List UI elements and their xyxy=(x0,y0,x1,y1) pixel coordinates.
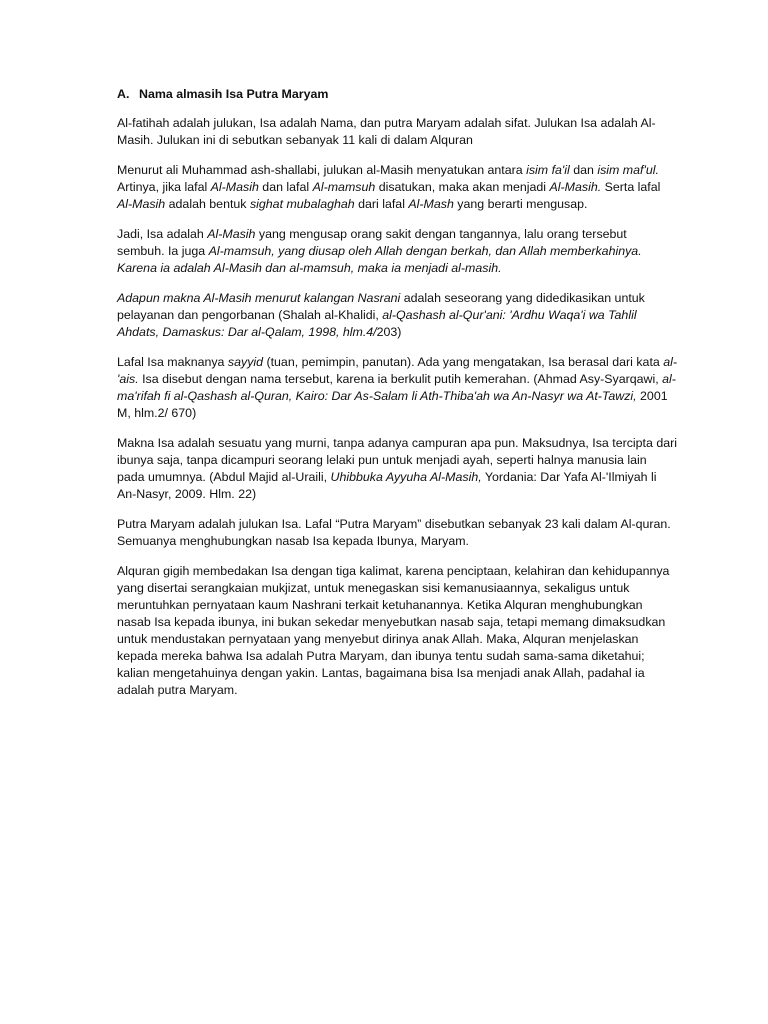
italic-term: Al-mamsuh, yang diusap oleh Allah dengan berkah, dan Allah memberkahinya. Karena ia adalah Al-Masih dan al-mamsuh, xyxy=(117,244,642,275)
text-run: disatukan, maka akan menjadi xyxy=(375,180,550,194)
italic-term: Al-Masih xyxy=(117,197,166,211)
text-run: yang mengusap orang sakit dengan tangannya, lalu orang tersebut sembuh. Ia juga xyxy=(117,227,627,258)
paragraph-3 xyxy=(117,226,677,277)
text-run: Jadi, Isa adalah xyxy=(117,227,208,241)
section-heading xyxy=(117,86,677,103)
paragraph-4 xyxy=(117,290,677,341)
italic-term: Adapun makna Al-Masih menurut kalangan Nasrani xyxy=(117,291,401,305)
text-run: dan lafal xyxy=(258,180,313,194)
text-run: Serta lafal xyxy=(601,180,661,194)
text-run: 203) xyxy=(376,325,402,339)
italic-term: Al-Mash xyxy=(408,197,454,211)
text-run: Menurut ali Muhammad ash-shallabi, julukan al-Masih menyatukan antara xyxy=(117,163,527,177)
italic-term: al-'ais. xyxy=(117,355,677,386)
paragraph-1: Al-fatihah adalah julukan, Isa adalah Nama, dan putra Maryam adalah sifat. Julukan Isa adalah Al-Masih. Julukan ini di sebutkan sebanyak 11 kali di dalam Alquran xyxy=(117,116,656,147)
italic-term: Al-mamsuh xyxy=(312,180,376,194)
text-run: 2001 M, hlm.2/ 670) xyxy=(117,389,668,420)
paragraph-6 xyxy=(117,435,677,503)
document-body xyxy=(117,86,677,712)
italic-term: isim maf'ul. xyxy=(597,163,659,177)
paragraph-7: Putra Maryam adalah julukan Isa. Lafal “Putra Maryam” disebutkan sebanyak 23 kali dalam Al-quran. Semuanya menghubungkan nasab Isa kepada Ibunya, Maryam. xyxy=(117,517,671,548)
italic-term: Al-Masih xyxy=(207,227,256,241)
paragraph-5 xyxy=(117,354,677,422)
italic-term: Al-Masih. xyxy=(549,180,602,194)
italic-citation: al-ma'rifah fi al-Qashash al-Quran, Kairo: Dar As-Salam li Ath-Thiba'ah wa An-Nasyr wa At-Tawzi, xyxy=(117,372,676,403)
italic-term: maka ia menjadi al-masih. xyxy=(357,261,502,275)
italic-term: isim fa'il xyxy=(526,163,570,177)
text-run: dan xyxy=(569,163,598,177)
italic-citation: al-Qashash al-Qur'ani: 'Ardhu Waqa'i wa Tahlil Ahdats, Damaskus: Dar al-Qalam, 1998, hlm.4/ xyxy=(117,308,637,339)
italic-term: Al-Masih xyxy=(210,180,259,194)
text-run: yang berarti mengusap. xyxy=(453,197,588,211)
italic-term: sayyid xyxy=(227,355,264,369)
italic-citation: Uhibbuka Ayyuha Al-Masih, xyxy=(330,470,482,484)
text-run: adalah seseorang yang didedikasikan untuk pelayanan dan pengorbanan (Shalah al-Khalidi, xyxy=(117,291,645,322)
section-title: Nama almasih Isa Putra Maryam xyxy=(139,87,329,101)
text-run: Yordania: Dar Yafa Al-'Ilmiyah li An-Nasyr, 2009. Hlm. 22) xyxy=(117,470,657,501)
text-run: Lafal Isa maknanya xyxy=(117,355,228,369)
text-run: Isa disebut dengan nama tersebut, karena ia berkulit putih kemerahan. (Ahmad Asy-Syarqawi, xyxy=(138,372,663,386)
section-number: A. xyxy=(117,87,130,101)
text-run: adalah bentuk xyxy=(165,197,250,211)
text-run: (tuan, pemimpin, panutan). Ada yang mengatakan, Isa berasal dari kata xyxy=(263,355,664,369)
text-run: Artinya, jika lafal xyxy=(117,180,211,194)
text-run: dari lafal xyxy=(354,197,409,211)
paragraph-2 xyxy=(117,162,677,213)
paragraph-8: Alquran gigih membedakan Isa dengan tiga kalimat, karena penciptaan, kelahiran dan kehidupannya yang disertai serangkaian mukjizat, untuk menegaskan sisi kemanusiaannya, sekaligus untuk meruntuhkan pernyataan kaum Nashrani terkait ketuhanannya. Ketika Alquran menghubungkan nasab Isa kepada ibunya, ini bukan sekedar menyebutkan nasab saja, tetapi memang dimaksudkan untuk mendustakan pernyataan yang menyebut dirinya anak Allah. Maka, Alquran menjelaskan kepada mereka bahwa Isa adalah Putra Maryam, dan ibunya tentu sudah sama-sama diketahui; kalian mengetahuinya dengan yakin. Lantas, bagaimana bisa Isa menjadi anak Allah, padahal ia adalah putra Maryam. xyxy=(117,564,670,697)
text-run: Makna Isa adalah sesuatu yang murni, tanpa adanya campuran apa pun. Maksudnya, Isa tercipta dari ibunya saja, tanpa dicampuri seorang lelaki pun untuk menjadi ayah, seperti halnya manusia lain pada umumnya. (Abdul Majid al-Uraili, xyxy=(117,436,677,484)
italic-term: sighat mubalaghah xyxy=(249,197,355,211)
